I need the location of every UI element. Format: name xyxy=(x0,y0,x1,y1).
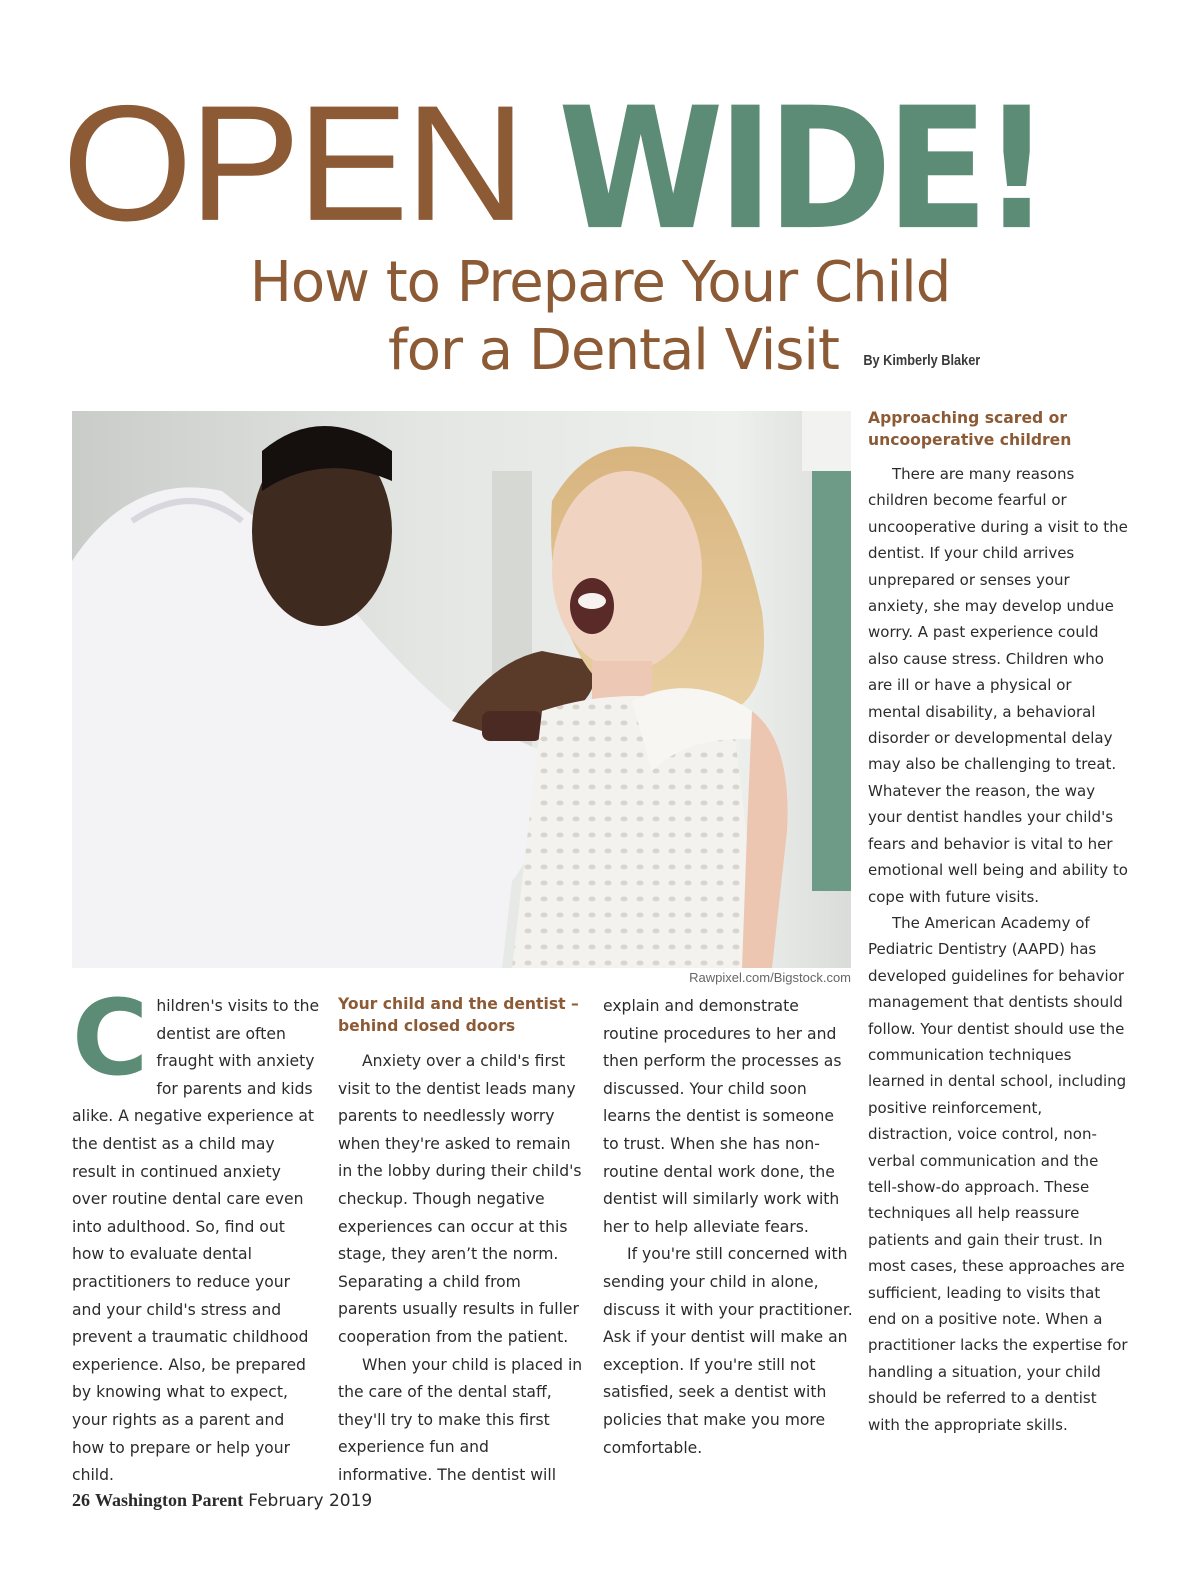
column-intro xyxy=(72,977,320,1490)
paragraph: explain and demonstrate routine procedures to her and then perform the processes as discussed. Your child soon learns the dentist is someone to trust. When she has non-routine dental work done, the dentist will similarly work with her to help alleviate fears. xyxy=(603,997,842,1236)
photo-credit: Rawpixel.com/Bigstock.com xyxy=(689,970,851,985)
section-heading: Approaching scared or uncooperative children xyxy=(868,409,1072,449)
paragraph: The American Academy of Pediatric Dentistry (AAPD) has developed guidelines for behavior management that dentists should follow. Your dentist should use the communication techniques learned in dental school, including positive reinforcement, distraction, voice control, non-verbal communication and the tell-show-do approach. These techniques all help reassure patients and gain their trust. In most cases, these approaches are sufficient, leading to visits that end on a positive note. When a practitioner lacks the expertise for handling a situation, your child should be referred to a dentist with the appropriate skills. xyxy=(868,913,1128,1434)
page-number: 26 xyxy=(72,1490,90,1510)
paragraph: When your child is placed in the care of the dental staff, they'll try to make this first experience fun and informative. The dentist will xyxy=(338,1355,583,1484)
subtitle-line2 xyxy=(388,318,991,383)
paragraph: If you're still concerned with sending your child in alone, discuss it with your practitioner. Ask if your dentist will make an exception. If you're still not satisfied, seek a dentist with policies that make you more comfortable. xyxy=(603,1245,853,1457)
headline xyxy=(62,70,1142,268)
byline: By Kimberly Blaker xyxy=(863,352,981,369)
column-continued xyxy=(603,993,853,1462)
drop-cap: C xyxy=(72,977,149,1099)
intro-text: hildren's visits to the dentist are often fraught with anxiety for parents and kids alike. A negative experience at the dentist as a child may result in continued anxiety over routine dental care even into adulthood. So, find out how to evaluate dental practitioners to reduce your and your child's stress and prevent a traumatic childhood experience. Also, be prepared by knowing what to expect, your rights as a parent and how to prepare or help your child. xyxy=(72,997,320,1485)
headline-wide: WIDE! xyxy=(558,72,1045,268)
section-heading: Your child and the dentist – behind closed doors xyxy=(338,995,579,1035)
column-scared-children xyxy=(868,407,1128,1438)
subtitle-line1: How to Prepare Your Child xyxy=(249,250,951,315)
paragraph: There are many reasons children become fearful or uncooperative during a visit to the dentist. If your child arrives unprepared or senses your anxiety, she may develop undue worry. A past experience could also cause stress. Children who are ill or have a physical or mental disability, a behavioral disorder or developmental delay may also be challenging to treat. Whatever the reason, the way your dentist handles your child's fears and behavior is vital to her emotional well being and ability to cope with future visits. xyxy=(868,465,1128,906)
article-photo xyxy=(72,411,851,968)
page-footer xyxy=(72,1490,372,1511)
subtitle-line2-text: for a Dental Visit xyxy=(388,318,839,383)
column-behind-closed-doors xyxy=(338,993,583,1490)
issue-date: February 2019 xyxy=(248,1491,373,1511)
dentist-and-child-photo xyxy=(72,411,851,968)
headline-open: OPEN xyxy=(62,70,523,256)
publication-name: Washington Parent xyxy=(95,1490,244,1510)
paragraph: Anxiety over a child's first visit to the dentist leads many parents to needlessly worry when they're asked to remain in the lobby during their child's checkup. Though negative experiences can occur at this stage, they aren’t the norm. Separating a child from parents usually results in fuller cooperation from the patient. xyxy=(338,1052,582,1346)
